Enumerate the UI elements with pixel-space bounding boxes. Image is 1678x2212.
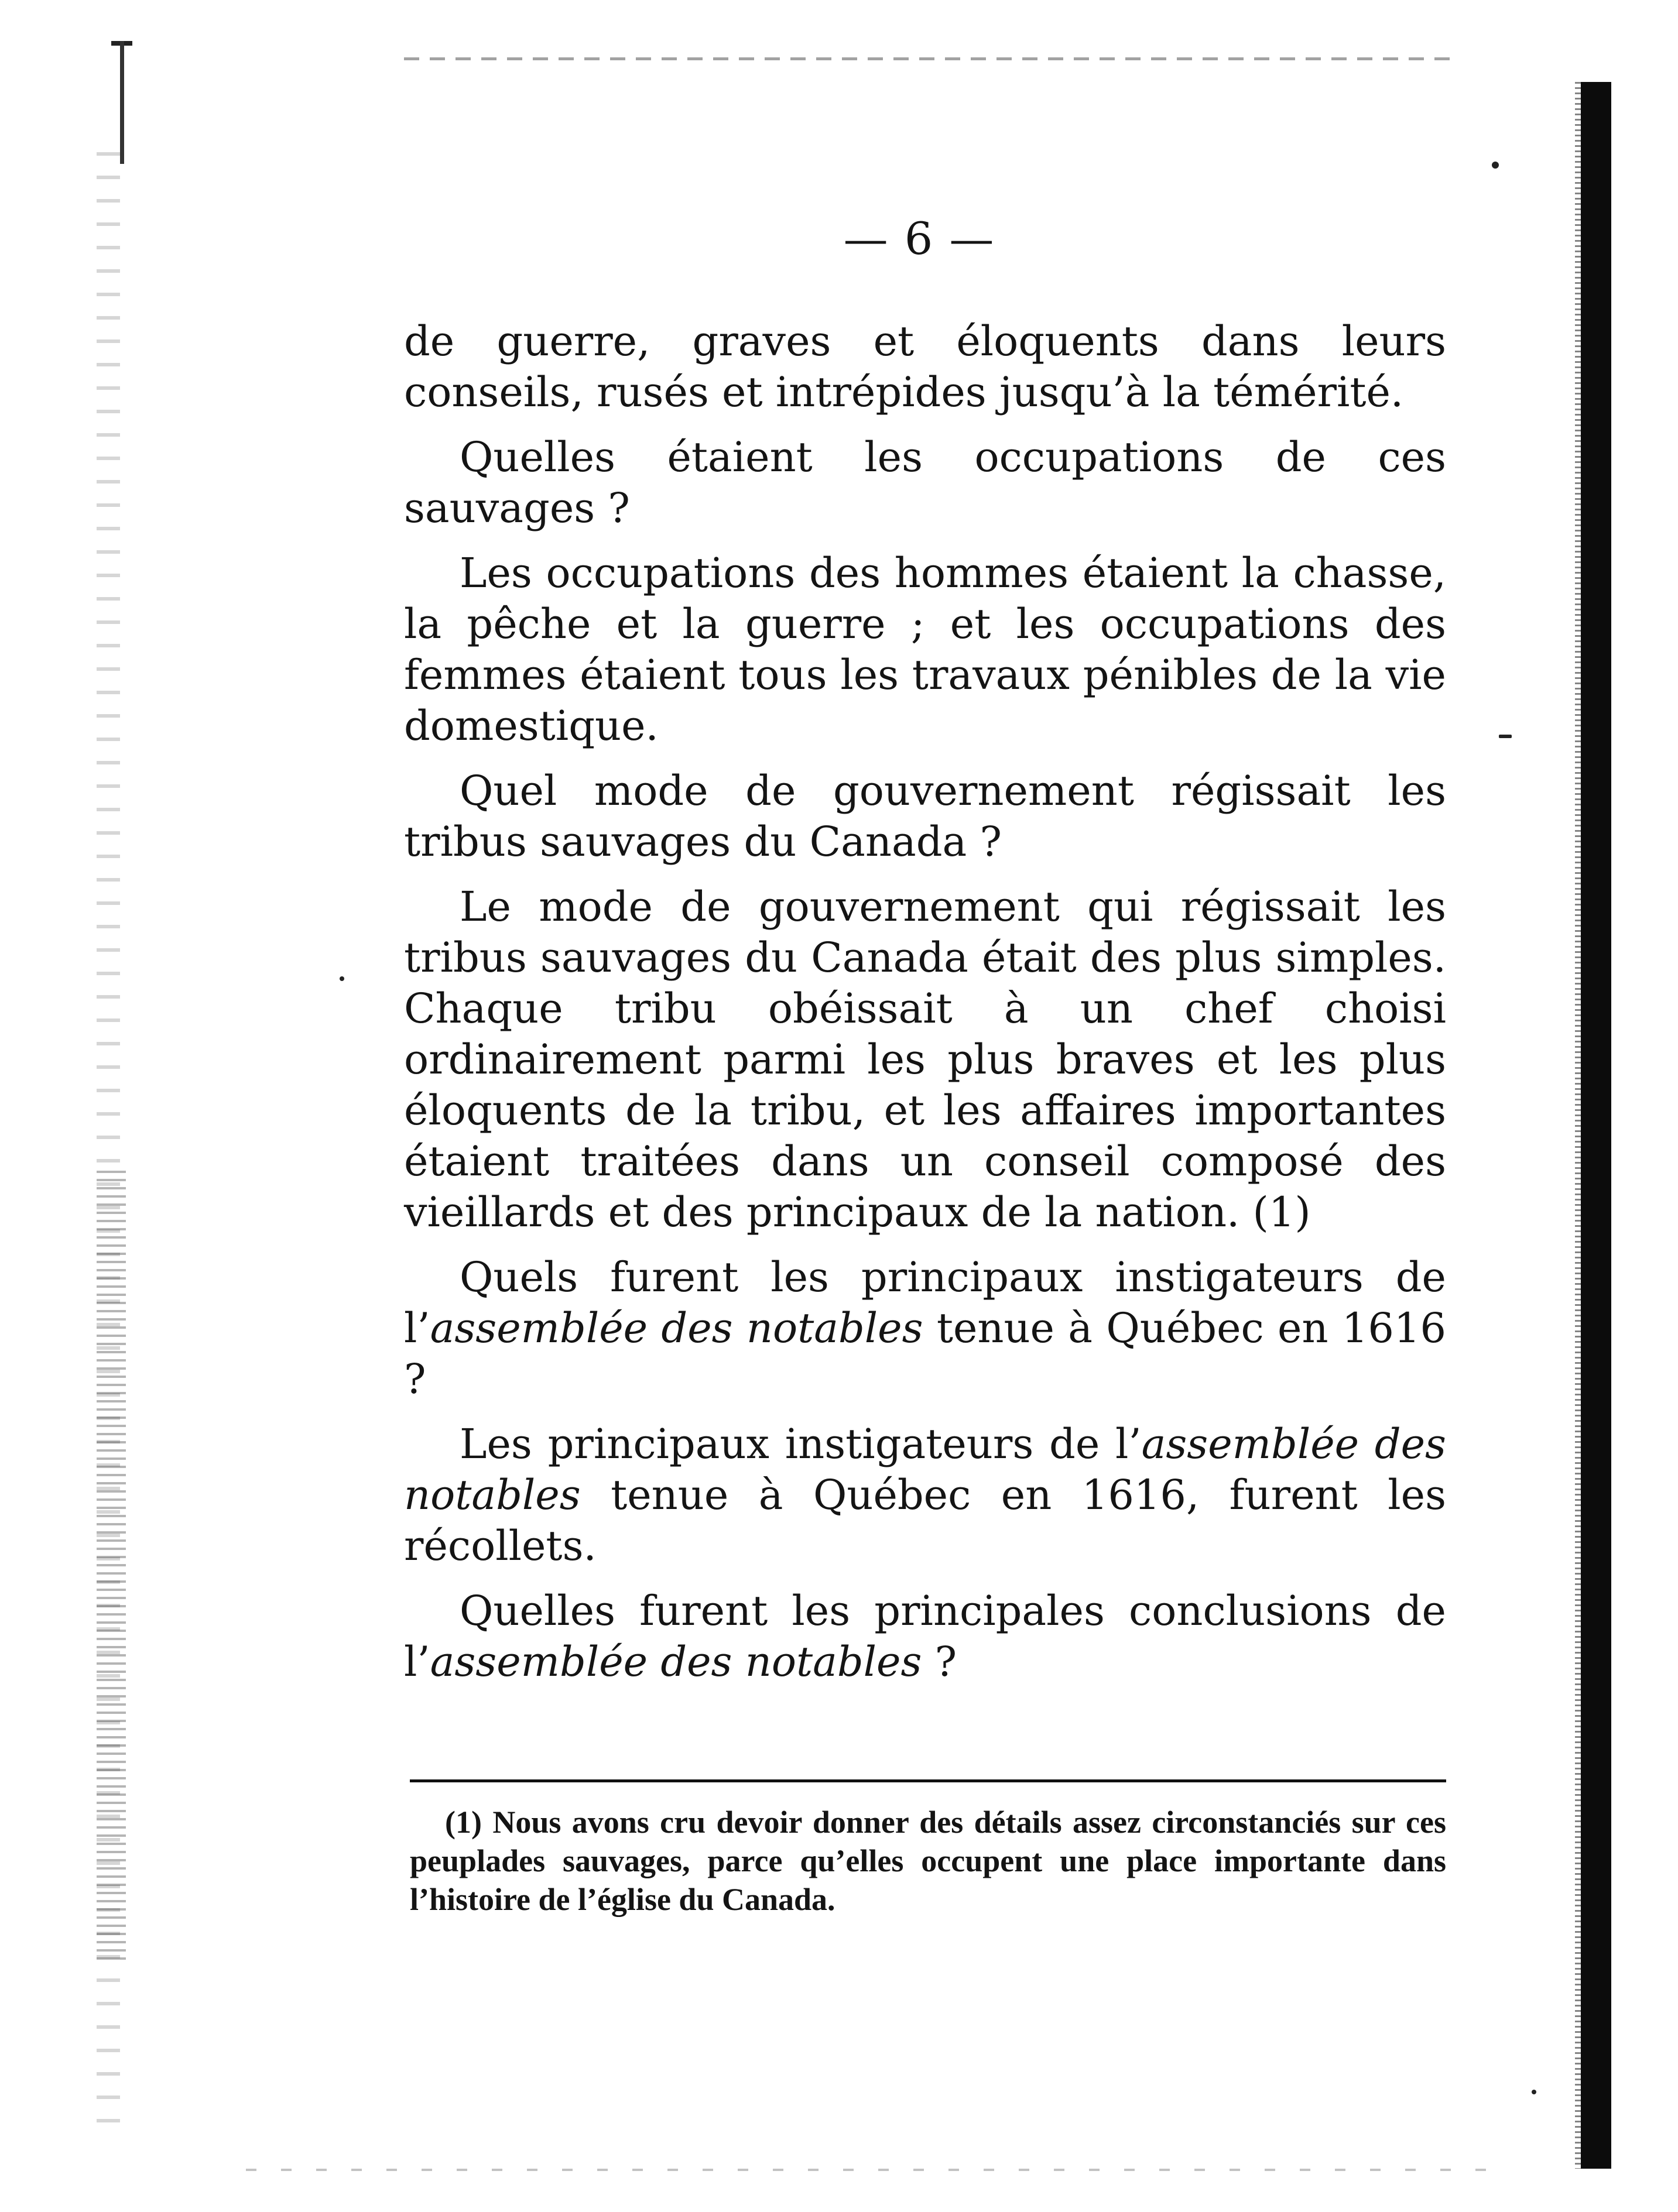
answer-paragraph — [404, 1419, 1446, 1572]
text-run: Les principaux instigateurs de l’ — [460, 1420, 1142, 1468]
page-number: — 6 — — [843, 212, 995, 265]
text-run: ? — [922, 1638, 957, 1686]
text-run: tenue à Québec en 1616 ? — [404, 1304, 1446, 1403]
answer-paragraph: Les occupations des hommes étaient la chasse, la pêche et la guerre ; et les occupations des femmes étaient tous les travaux pénibles de la vie domestique. — [404, 549, 1446, 750]
scan-dashes-bottom — [246, 2169, 1505, 2171]
scan-speck — [1492, 162, 1499, 169]
question-paragraph: Quel mode de gouvernement régissait les tribus sauvages du Canada ? — [404, 767, 1446, 866]
scan-speck — [1499, 735, 1512, 738]
scan-mark — [120, 41, 124, 164]
scan-dashes-top — [404, 57, 1458, 60]
scan-speck — [340, 976, 344, 981]
body-paragraph: de guerre, graves et éloquents dans leurs conseils, rusés et intrépides jusqu’à la témérité. — [404, 317, 1446, 416]
text-run: Quels furent les principaux instigateurs de l’ — [404, 1253, 1446, 1352]
italic-run: assemblée des notables — [404, 1420, 1446, 1519]
italic-run: assemblée des notables — [430, 1638, 922, 1686]
question-paragraph — [404, 1586, 1446, 1688]
scan-edge-left — [97, 1171, 126, 1961]
text-run: Quelles furent les principales conclusions de l’ — [404, 1587, 1446, 1686]
footnote-rule — [410, 1779, 1446, 1782]
page-body — [404, 316, 1446, 1702]
scan-speck — [1532, 2090, 1536, 2094]
text-run: tenue à Québec en 1616, furent les récollets. — [404, 1471, 1446, 1570]
italic-run: assemblée des notables — [430, 1304, 923, 1352]
question-paragraph — [404, 1252, 1446, 1405]
question-paragraph: Quelles étaient les occupations de ces sauvages ? — [404, 433, 1446, 532]
answer-paragraph: Le mode de gouvernement qui régissait les tribus sauvages du Canada était des plus simples. Chaque tribu obéissait à un chef choisi ordinairement parmi les plus braves et les plus éloquents de la tribu, et les affaires importantes étaient traitées dans un conseil composé des vieillards et des principaux de la nation. (1) — [404, 883, 1446, 1236]
scan-edge-right — [1581, 82, 1611, 2169]
footnote: (1) Nous avons cru devoir donner des détails assez circonstanciés sur ces peuplades sauvages, parce qu’elles occupent une place importante dans l’histoire de l’église du Canada. — [410, 1805, 1446, 1917]
